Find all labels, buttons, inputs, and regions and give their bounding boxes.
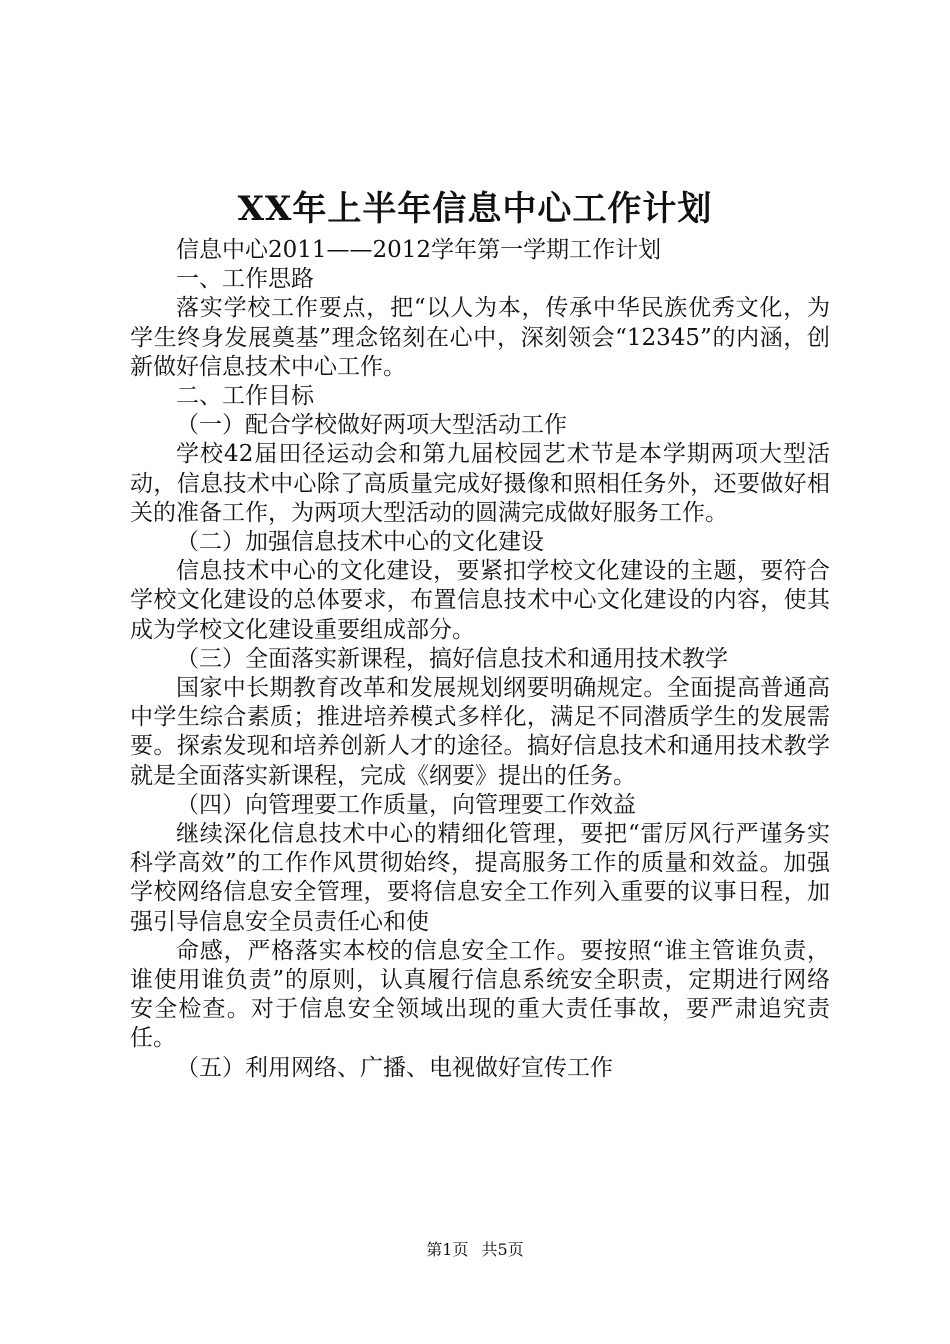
document-title: XX年上半年信息中心工作计划 bbox=[237, 189, 713, 229]
page-total: 共5页 bbox=[481, 1240, 524, 1259]
paragraph: 落实学校工作要点，把“以人为本，传承中华民族优秀文化，为学生终身发展奠基”理念铭刻在心中，深刻领会“12345”的内涵，创新做好信息技术中心工作。 bbox=[130, 295, 830, 380]
subsection-heading: （五）利用网络、广播、电视做好宣传工作 bbox=[176, 1054, 613, 1081]
paragraph: 学校42届田径运动会和第九届校园艺术节是本学期两项大型活动，信息技术中心除了高质量完成好摄像和照相任务外，还要做好相关的准备工作，为两项大型活动的圆满完成做好服务工作。 bbox=[130, 441, 830, 526]
subsection-heading: （四）向管理要工作质量，向管理要工作效益 bbox=[176, 791, 636, 818]
paragraph: 国家中长期教育改革和发展规划纲要明确规定。全面提高普通高中学生综合素质；推进培养模式多样化，满足不同潜质学生的发展需要。探索发现和培养创新人才的途径。搞好信息技术和通用技术教学就是全面落实新课程，完成《纲要》提出的任务。 bbox=[130, 675, 830, 789]
subsection-heading: （一）配合学校做好两项大型活动工作 bbox=[176, 412, 567, 439]
subsection-heading: （三）全面落实新课程，搞好信息技术和通用技术教学 bbox=[176, 645, 728, 672]
paragraph: 命感，严格落实本校的信息安全工作。要按照“谁主管谁负责，谁使用谁负责”的原则，认真履行信息系统安全职责，定期进行网络安全检查。对于信息安全领域出现的重大责任事故，要严肃追究责任。 bbox=[130, 937, 830, 1052]
section-heading: 一、工作思路 bbox=[176, 266, 314, 293]
document-body bbox=[130, 236, 830, 1083]
paragraph: 继续深化信息技术中心的精细化管理，要把“雷厉风行严谨务实科学高效”的工作作风贯彻始终，提高服务工作的质量和效益。加强学校网络信息安全管理，要将信息安全工作列入重要的议事日程，加强引导信息安全员责任心和使 bbox=[130, 821, 830, 935]
page-footer bbox=[0, 1240, 950, 1260]
subsection-heading: （二）加强信息技术中心的文化建设 bbox=[176, 529, 544, 556]
paragraph: 信息中心2011——2012学年第一学期工作计划 bbox=[176, 237, 662, 263]
page-number: 第1页 bbox=[426, 1240, 469, 1259]
paragraph: 信息技术中心的文化建设，要紧扣学校文化建设的主题，要符合学校文化建设的总体要求，布置信息技术中心文化建设的内容，使其成为学校文化建设重要组成部分。 bbox=[130, 558, 830, 643]
section-heading: 二、工作目标 bbox=[176, 383, 314, 410]
